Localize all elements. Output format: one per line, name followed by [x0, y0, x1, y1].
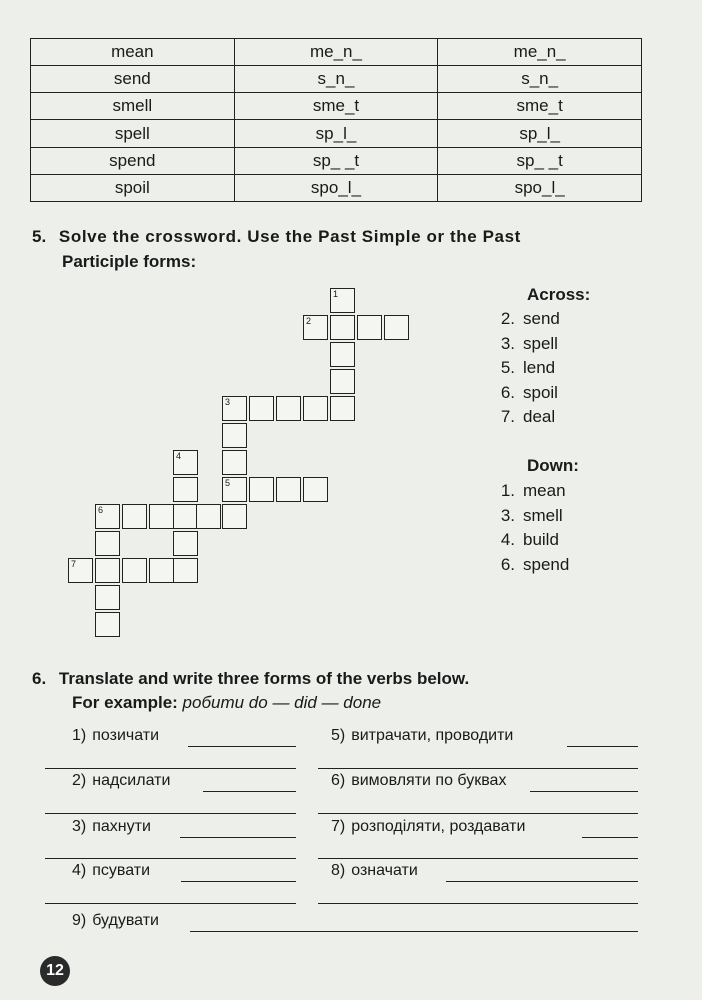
ukrainian-verb: означати — [351, 862, 418, 879]
exercise-6-instruction — [32, 666, 469, 691]
translation-item — [72, 862, 150, 880]
example-text: робити do — did — done — [182, 693, 382, 712]
verb-form-blank: spo_l_ — [438, 174, 642, 201]
answer-line[interactable] — [318, 768, 638, 769]
answer-line[interactable] — [318, 813, 638, 814]
page-number: 12 — [40, 956, 70, 986]
exercise-number: 5. — [32, 227, 47, 246]
clue-number: 1. — [500, 481, 515, 500]
translation-item — [331, 818, 525, 836]
item-number: 8) — [331, 862, 346, 879]
clue-number: 6 — [98, 505, 104, 515]
answer-line[interactable] — [567, 746, 638, 747]
verb-form-blank: me_n_ — [234, 39, 438, 66]
crossword-cell[interactable] — [330, 369, 355, 394]
crossword-cell[interactable] — [173, 504, 198, 529]
crossword-cell[interactable] — [95, 558, 120, 583]
clue-word: spoil — [523, 382, 558, 402]
clue-item — [489, 530, 559, 550]
verb-form-blank: sp_l_ — [438, 120, 642, 147]
answer-line[interactable] — [188, 746, 296, 747]
clue-number: 3. — [500, 505, 515, 525]
clue-item — [489, 383, 558, 403]
verb-cell: smell — [31, 93, 235, 120]
clue-word: mean — [523, 481, 566, 500]
instruction-line: Translate and write three forms of the verbs below. — [58, 669, 470, 688]
answer-line[interactable] — [530, 791, 638, 792]
clue-item — [489, 334, 558, 354]
crossword-cell[interactable] — [249, 477, 274, 502]
crossword-cell[interactable] — [149, 504, 174, 529]
crossword-cell[interactable] — [95, 504, 120, 529]
item-number: 1) — [72, 727, 87, 744]
ukrainian-verb: розподіляти, роздавати — [351, 818, 526, 835]
verb-form-blank: sp_ _t — [438, 147, 642, 174]
ukrainian-verb: псувати — [92, 862, 151, 879]
crossword-cell[interactable] — [303, 315, 328, 340]
instruction-line: Solve the crossword. Use the Past Simple or the Past — [58, 227, 521, 246]
crossword-cell[interactable] — [222, 423, 247, 448]
item-number: 5) — [331, 727, 346, 744]
translation-item — [331, 772, 506, 790]
clue-item — [489, 309, 560, 329]
answer-line[interactable] — [318, 858, 638, 859]
clue-number: 3 — [225, 397, 231, 407]
verb-cell: spoil — [31, 174, 235, 201]
clue-number: 4 — [176, 451, 182, 461]
clue-number: 1 — [333, 289, 339, 299]
clue-word: smell — [523, 505, 563, 525]
crossword-cell[interactable] — [196, 504, 221, 529]
answer-line[interactable] — [181, 881, 296, 882]
verb-form-blank: sp_l_ — [234, 120, 438, 147]
crossword-cell[interactable] — [249, 396, 274, 421]
clue-item — [489, 481, 566, 501]
clue-item — [489, 358, 555, 378]
verb-form-blank: sme_t — [438, 93, 642, 120]
verb-cell: send — [31, 66, 235, 93]
crossword-cell[interactable] — [384, 315, 409, 340]
item-number: 7) — [331, 818, 346, 835]
verb-form-blank: s_n_ — [234, 66, 438, 93]
translation-item — [72, 818, 151, 836]
crossword-cell[interactable] — [276, 477, 301, 502]
answer-line[interactable] — [180, 837, 296, 838]
crossword-cell[interactable] — [222, 450, 247, 475]
clue-word: build — [523, 530, 559, 549]
item-number: 4) — [72, 862, 87, 879]
crossword-cell[interactable] — [95, 612, 120, 637]
table-row — [31, 174, 642, 201]
crossword-cell[interactable] — [330, 396, 355, 421]
answer-line[interactable] — [190, 931, 638, 932]
clue-number: 6. — [500, 382, 515, 402]
clue-word: spend — [523, 554, 570, 574]
clue-item — [489, 555, 569, 575]
crossword-cell[interactable] — [122, 504, 147, 529]
crossword-cell[interactable] — [122, 558, 147, 583]
exercise-number: 6. — [32, 669, 47, 688]
verb-cell: spell — [31, 120, 235, 147]
verb-form-blank: spo_l_ — [234, 174, 438, 201]
ukrainian-verb: будувати — [92, 912, 159, 929]
translation-item — [72, 912, 159, 930]
crossword-cell[interactable] — [173, 558, 198, 583]
crossword-cell[interactable] — [222, 504, 247, 529]
answer-line[interactable] — [45, 768, 296, 769]
clue-number: 2. — [500, 309, 515, 328]
clue-item — [489, 506, 563, 526]
item-number: 6) — [331, 772, 346, 789]
verb-cell: spend — [31, 147, 235, 174]
clue-item — [489, 407, 555, 427]
crossword-cell[interactable] — [149, 558, 174, 583]
clue-number: 6. — [500, 554, 515, 574]
crossword-cell[interactable] — [357, 315, 382, 340]
table-row — [31, 147, 642, 174]
ukrainian-verb: надсилати — [92, 772, 171, 789]
table-row — [31, 66, 642, 93]
instruction-line: Participle forms: — [62, 252, 197, 271]
clue-word: deal — [523, 407, 556, 426]
table-row — [31, 39, 642, 66]
down-heading: Down: — [527, 456, 579, 475]
answer-line[interactable] — [203, 791, 296, 792]
item-number: 3) — [72, 818, 87, 835]
crossword-cell[interactable] — [68, 558, 93, 583]
translation-item — [331, 862, 418, 880]
verb-form-blank: me_n_ — [438, 39, 642, 66]
verb-form-blank: s_n_ — [438, 66, 642, 93]
clue-number: 7 — [71, 559, 77, 569]
answer-line[interactable] — [45, 813, 296, 814]
clue-number: 2 — [306, 316, 312, 326]
crossword-cell[interactable] — [222, 477, 247, 502]
clue-number: 5. — [500, 358, 515, 377]
example-label: For example: — [72, 693, 178, 712]
ukrainian-verb: позичати — [92, 727, 160, 744]
crossword-cell[interactable] — [173, 450, 198, 475]
crossword-cell[interactable] — [276, 396, 301, 421]
crossword-cell[interactable] — [303, 477, 328, 502]
answer-line[interactable] — [318, 903, 638, 904]
crossword-cell[interactable] — [95, 585, 120, 610]
translation-item — [72, 727, 159, 745]
crossword-cell[interactable] — [330, 288, 355, 313]
table-row — [31, 120, 642, 147]
translation-item — [331, 727, 513, 745]
clue-number: 4. — [500, 530, 515, 549]
crossword-cell[interactable] — [222, 396, 247, 421]
table-row — [31, 93, 642, 120]
answer-line[interactable] — [45, 858, 296, 859]
crossword-cell[interactable] — [330, 315, 355, 340]
answer-line[interactable] — [446, 881, 638, 882]
clue-number: 5 — [225, 478, 231, 488]
verb-cell: mean — [31, 39, 235, 66]
clue-number: 7. — [500, 407, 515, 426]
crossword-cell[interactable] — [95, 531, 120, 556]
crossword-cell[interactable] — [330, 342, 355, 367]
item-number: 9) — [72, 912, 87, 929]
verb-form-blank: sme_t — [234, 93, 438, 120]
crossword-cell[interactable] — [173, 477, 198, 502]
answer-line[interactable] — [45, 903, 296, 904]
clue-word: spell — [523, 333, 558, 353]
translation-item — [72, 772, 170, 790]
clue-word: lend — [523, 358, 556, 377]
answer-line[interactable] — [582, 837, 638, 838]
crossword-cell[interactable] — [303, 396, 328, 421]
exercise-5-instruction — [32, 224, 521, 274]
across-heading: Across: — [527, 285, 591, 304]
clue-word: send — [523, 309, 560, 328]
verb-forms-table — [30, 38, 642, 202]
verb-form-blank: sp_ _t — [234, 147, 438, 174]
crossword-cell[interactable] — [173, 531, 198, 556]
clue-number: 3. — [500, 333, 515, 353]
ukrainian-verb: пахнути — [92, 818, 151, 835]
ukrainian-verb: вимовляти по буквах — [351, 772, 507, 789]
item-number: 2) — [72, 772, 87, 789]
example-line — [72, 693, 381, 713]
ukrainian-verb: витрачати, проводити — [351, 727, 514, 744]
